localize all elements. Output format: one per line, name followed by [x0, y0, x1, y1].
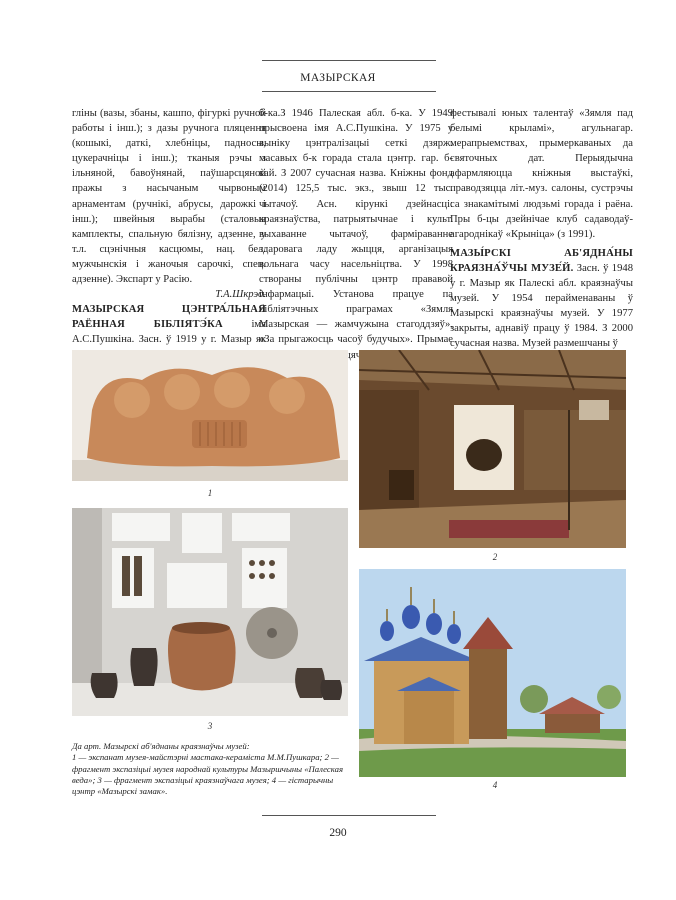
col3-paragraph-2: Засн. ў 1948 у г. Мазыр як Палескі абл. краязнаўчы музей. У 1954 перайменаваны ў Мазырскі краязнаўчы музей. У 1977 закрыты, аднавіў працу ў 1984. З 2000 сучасная назва. Музей размешчаны ў: [450, 262, 633, 350]
running-header: МАЗЫРСКАЯ: [300, 72, 376, 84]
col3-paragraph-1: фестывалі юных талентаў «Зямля пад белымі крыламі», агульнагар. мерапрыемствах, прымеркаваных да святочных дат. Перыядычна афармляюцца кніжныя выстаўкі, праводзяцца літ.-муз. салоны, сустрэчы са знакамітымі людзьмі горада і раёна. Пры б-цы дзейнічае клуб садаводаў-агароднікаў «Крыніца» (з 1991).: [450, 108, 633, 240]
col3-entry: [450, 246, 633, 352]
col2-paragraph-1: б-ка.З 1946 Палеская абл. б-ка. У 1949 прысвоена імя А.С.Пушкіна. У 1975 у выніку цэнтралізацыі сеткі дзярж. масавых б-к горада стала цэнтр. гар. б-кай. З 2007 сучасная назва. Кніжны фонд (2014) 125,5 тыс. экз., звыш 12 тыс. чытачоў. Асн. кірункі дзейнасці: краязнаўства, патрыятычнае і культ. выхаванне чытачоў, фарміраванне здаровага ладу жыцця, арганізацыя вольнага часу насельніцтва. У 1998 створаны публічны цэнтр прававой інфармацыі. Установа працуе па бібліятэчных праграмах «Зямля Мазырская — жамчужына стагоддзяў», «За прыгажосць часоў будучых». Прымае дзіцячым: [259, 108, 453, 361]
author-signature: Т.А.Шкрэд.: [215, 289, 266, 301]
caption-title: Да арт. Мазырскі аб'яднаны краязнаўчы музей:: [72, 741, 250, 751]
photo-number-3: 3: [207, 721, 213, 731]
photo-folk-interior: [359, 350, 626, 548]
col1-paragraph-2: імя А.С.Пушкіна. Засн. ў 1919 у г. Мазыр як: [72, 319, 266, 346]
figure-caption: [72, 741, 346, 797]
header-rule-top: [262, 60, 436, 61]
entry-title-museum: МАЗЫ́РСКІ АБ'ЯДНА́НЫ КРАЯЗНА́ЎЧЫ МУЗЕ́Й.: [450, 247, 633, 274]
text-column-3: [450, 106, 633, 352]
text-column-1: [72, 106, 266, 363]
caption-body: 1 — экспанат музея-майстэрні мастака-кераміста М.М.Пушкара; 2 — фрагмент экспазіцыі музея народнай культуры Мазыршчыны «Палеская веда»; 3 — фрагмент экспазіцыі краязнаўчага музея; 4 — гістарычны цэнтр «Мазырскі замак».: [72, 752, 343, 797]
photo-mazyr-castle: [359, 569, 626, 777]
entry-title-library: МАЗЫРСКАЯ ЦЭНТРА́ЛЬНАЯ РАЁННАЯ БІБЛІЯТЭ́КА: [72, 304, 266, 331]
header-rule-bottom: [262, 91, 436, 92]
photo-local-history-exhibit: [72, 508, 348, 716]
photo-ceramic-figures: [72, 350, 348, 481]
text-column-2: [259, 106, 453, 363]
footer-rule: [262, 815, 436, 816]
photo-number-1: 1: [207, 488, 213, 498]
photo-number-4: 4: [492, 780, 498, 790]
col1-paragraph-1: гліны (вазы, збаны, кашпо, фігуркі ручной работы і інш.); з дазы ручнога пляцення (кошыкі, даткі, хлебніцы, падносы, цукерачніцы і інш.); тканыя рэчы з ільняной, бавоўнянай, паўшарсцяной пражы з насычаным чырвоным арнаментам (ручнікі, абрусы, дарожкі і інш.); швейныя вырабы (сталовыя камплекты, спальную бялізну, адзенне, у т.л. сцэнічныя касцюмы, нац. бел. мужчынскія і жаночыя сарочкі, спец. адзенне). Экспарт у Расію.: [72, 108, 266, 286]
photo-number-2: 2: [492, 552, 498, 562]
page-number: 290: [329, 827, 347, 839]
